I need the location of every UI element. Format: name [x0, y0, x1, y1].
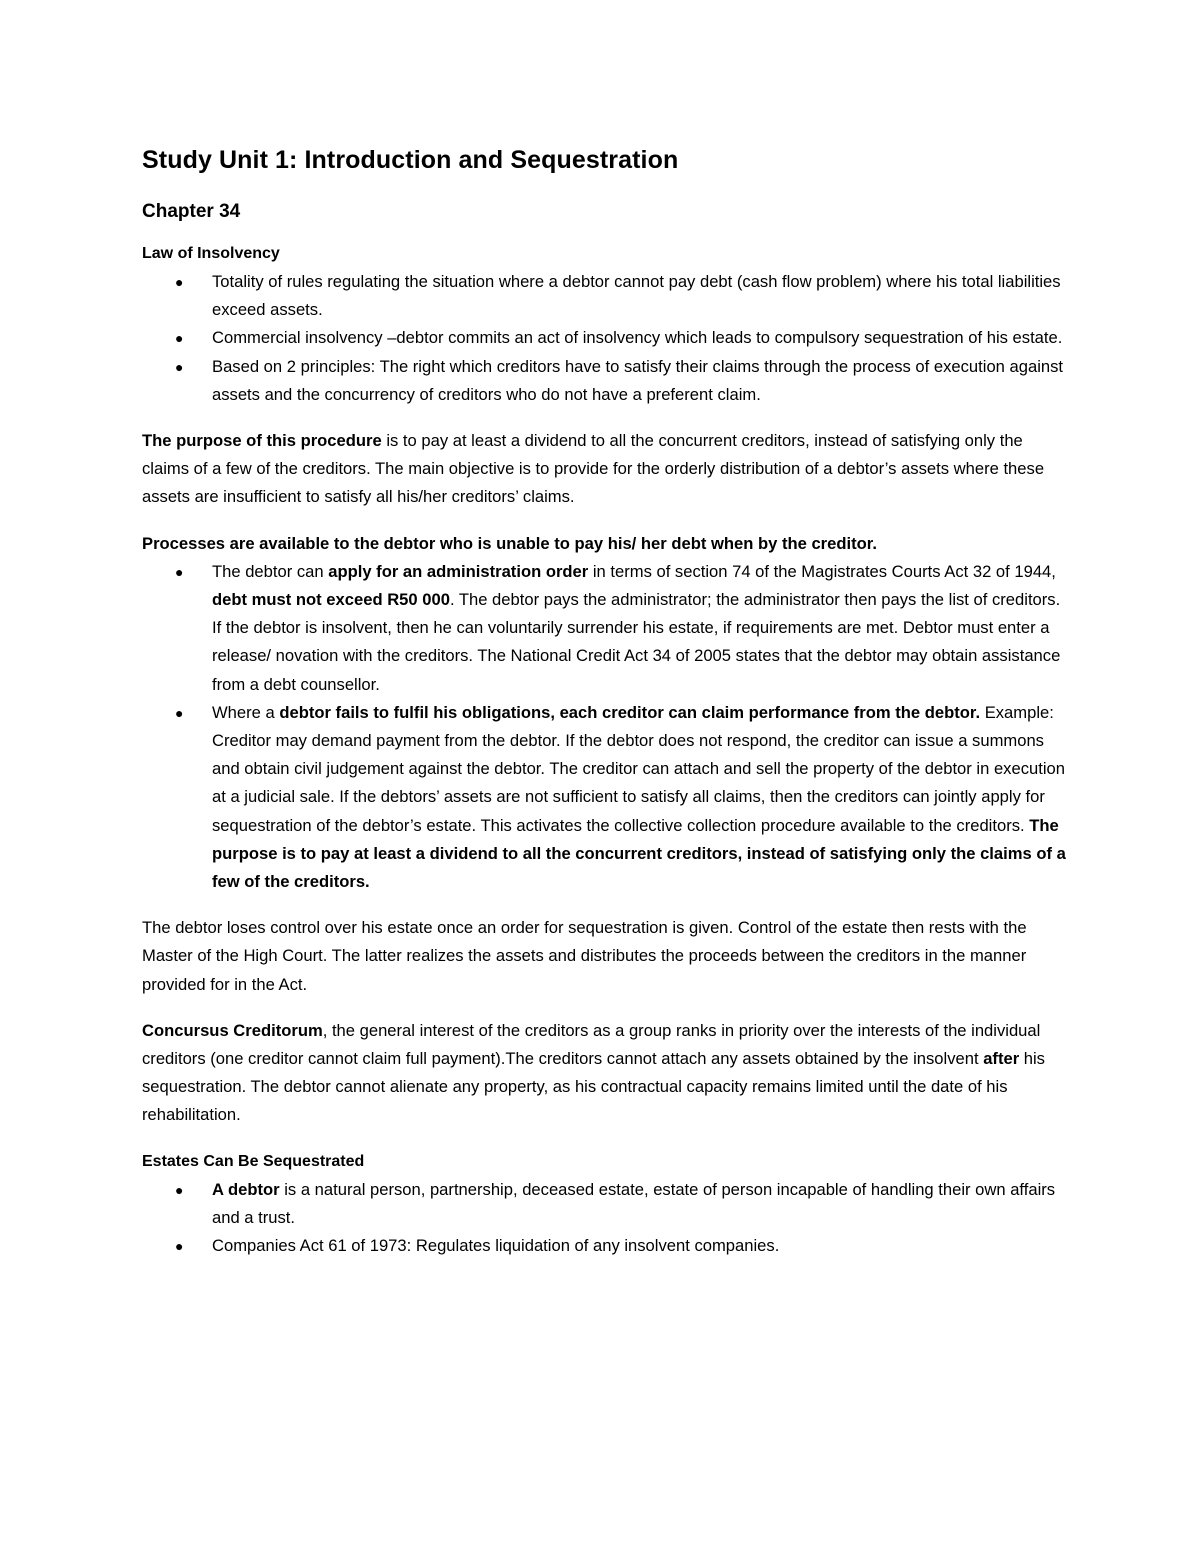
list-item: ● Based on 2 principles: The right which creditors have to satisfy their claims through the process of execution against assets and the concurrency of creditors who do not have a preferent claim.	[142, 353, 1072, 409]
bullet-icon: ●	[175, 563, 184, 580]
estates-bullet-list	[142, 1176, 1072, 1261]
document-page	[142, 140, 1072, 1260]
list-item: ● Commercial insolvency –debtor commits an act of insolvency which leads to compulsory sequestration of his estate.	[142, 324, 1072, 352]
law-bullet-list	[142, 268, 1072, 409]
processes-heading: Processes are available to the debtor who is unable to pay his/ her debt when by the creditor.	[142, 533, 877, 553]
control-paragraph: The debtor loses control over his estate once an order for sequestration is given. Control of the estate then rests with the Master of the High Court. The latter realizes the assets and distributes the proceeds between the creditors in the manner provided for in the Act.	[142, 918, 1027, 994]
bullet-icon: ●	[175, 330, 184, 347]
bullet-icon: ●	[175, 704, 184, 721]
concursus-paragraph: Concursus Creditorum, the general interest of the creditors as a group ranks in priority over the interests of the individual creditors (one creditor cannot claim full payment).The creditors cannot attach any assets obtained by the insolvent after his sequestration. The debtor cannot alienate any property, as his contractual capacity remains limited until the date of his rehabilitation.	[142, 1020, 1045, 1125]
list-item: ● Companies Act 61 of 1973: Regulates liquidation of any insolvent companies.	[142, 1232, 1072, 1260]
bullet-icon: ●	[175, 358, 184, 375]
list-item: ● Where a debtor fails to fulfil his obligations, each creditor can claim performance from the debtor. Example: Creditor may demand payment from the debtor. If the debtor does not respond, the creditor can issue a summons and obtain civil judgement against the debtor. The creditor can attach and sell the property of the debtor in execution at a judicial sale. If the debtors’ assets are not sufficient to satisfy all claims, then the creditors can jointly apply for sequestration of the debtor’s estate. This activates the collective collection procedure available to the creditors. The purpose is to pay at least a dividend to all the concurrent creditors, instead of satisfying only the claims of a few of the creditors.	[142, 699, 1072, 896]
purpose-paragraph: The purpose of this procedure is to pay at least a dividend to all the concurrent creditors, instead of satisfying only the claims of a few of the creditors. The main objective is to provide for the orderly distribution of a debtor’s assets where these assets are insufficient to satisfy all his/her creditors’ claims.	[142, 431, 1045, 507]
chapter-heading: Chapter 34	[142, 201, 241, 222]
bullet-icon: ●	[175, 274, 184, 290]
page-title: Study Unit 1: Introduction and Sequestration	[142, 146, 679, 174]
law-of-insolvency-heading: Law of Insolvency	[142, 245, 280, 262]
process-bullet-list	[142, 558, 1072, 896]
bullet-icon: ●	[175, 1238, 184, 1255]
list-item: ● The debtor can apply for an administration order in terms of section 74 of the Magistrates Courts Act 32 of 1944, debt must not exceed R50 000. The debtor pays the administrator; the administrator then pays the list of creditors. If the debtor is insolvent, then he can voluntarily surrender his estate, if requirements are met. Debtor must enter a release/ novation with the creditors. The National Credit Act 34 of 2005 states that the debtor may obtain assistance from a debt counsellor.	[142, 558, 1072, 699]
bullet-icon: ●	[175, 1181, 184, 1198]
estates-heading: Estates Can Be Sequestrated	[142, 1152, 365, 1170]
list-item: ● Totality of rules regulating the situation where a debtor cannot pay debt (cash flow problem) where his total liabilities exceed assets.	[142, 268, 1072, 324]
list-item: ● A debtor is a natural person, partnership, deceased estate, estate of person incapable of handling their own affairs and a trust.	[142, 1176, 1072, 1232]
